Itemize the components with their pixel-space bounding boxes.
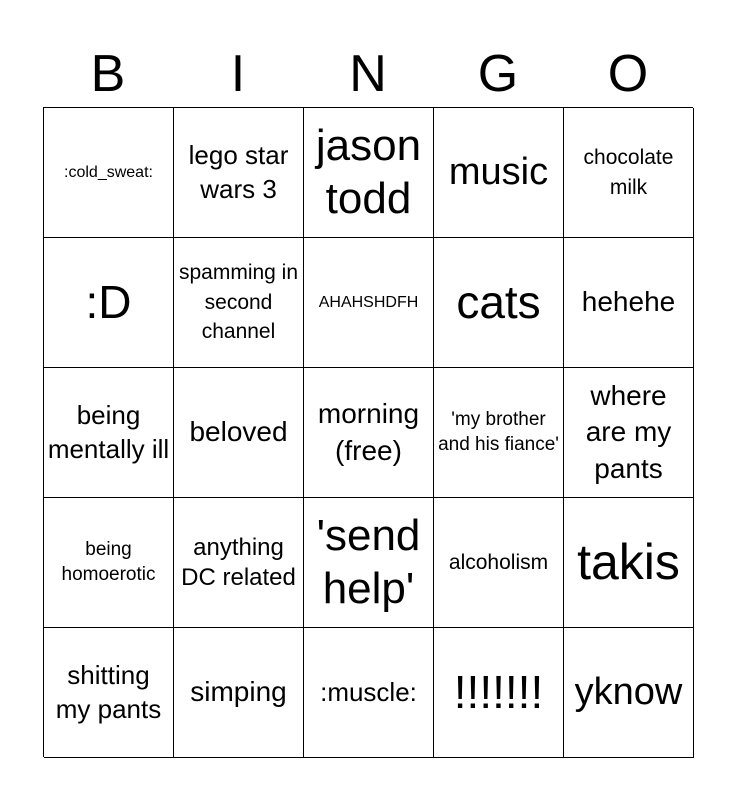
cell-text: morning (free) — [317, 398, 420, 466]
cell-text: :D — [85, 276, 132, 329]
bingo-cell[interactable] — [564, 628, 694, 758]
bingo-cell[interactable] — [564, 498, 694, 628]
cell-text: beloved — [189, 416, 288, 448]
header-letter-g: G — [477, 45, 519, 103]
bingo-cell[interactable] — [304, 108, 434, 238]
cell-text: hehehe — [581, 286, 676, 318]
bingo-cell[interactable] — [564, 368, 694, 498]
cell-text: spamming in second channel — [178, 261, 299, 344]
bingo-cell[interactable] — [174, 368, 304, 498]
cell-text: jason todd — [315, 120, 422, 223]
cell-text: being mentally ill — [47, 399, 170, 464]
cell-text: takis — [577, 534, 680, 590]
cell-text: chocolate milk — [583, 146, 674, 199]
bingo-cell[interactable] — [304, 498, 434, 628]
bingo-cell[interactable] — [44, 368, 174, 498]
cell-text: cats — [456, 276, 541, 329]
bingo-cell[interactable] — [174, 498, 304, 628]
bingo-cell[interactable] — [174, 628, 304, 758]
bingo-cell[interactable] — [434, 108, 564, 238]
bingo-cell[interactable] — [44, 238, 174, 368]
cell-text: anything DC related — [181, 533, 296, 591]
bingo-cell[interactable] — [174, 238, 304, 368]
bingo-cell[interactable] — [434, 238, 564, 368]
bingo-cell[interactable] — [174, 108, 304, 238]
bingo-cell[interactable] — [44, 498, 174, 628]
bingo-cell[interactable] — [304, 368, 434, 498]
bingo-cell[interactable] — [304, 628, 434, 758]
bingo-cell[interactable] — [434, 628, 564, 758]
bingo-cell[interactable] — [434, 368, 564, 498]
cell-text: AHAHSHDFH — [318, 293, 419, 311]
cell-text: simping — [190, 676, 287, 708]
cell-text: music — [448, 150, 549, 193]
cell-text: yknow — [574, 670, 683, 713]
header-letter-o: O — [607, 45, 649, 103]
cell-text: lego star wars 3 — [188, 139, 289, 204]
cell-text: alcoholism — [448, 550, 549, 574]
cell-text: :muscle: — [320, 676, 417, 707]
bingo-cell[interactable] — [564, 238, 694, 368]
cell-text: !!!!!!! — [453, 666, 544, 719]
bingo-cell[interactable] — [44, 628, 174, 758]
cell-text: :cold_sweat: — [64, 163, 153, 181]
bingo-cell[interactable] — [304, 238, 434, 368]
bingo-cell[interactable] — [564, 108, 694, 238]
bingo-header — [43, 40, 693, 108]
bingo-cell[interactable] — [434, 498, 564, 628]
bingo-board — [43, 107, 693, 757]
cell-text: where are my pants — [585, 379, 672, 484]
cell-text: 'my brother and his fiance' — [438, 408, 559, 455]
header-letter-i: I — [230, 45, 246, 103]
header-letter-n: N — [349, 45, 387, 103]
bingo-cell[interactable] — [44, 108, 174, 238]
cell-text: shitting my pants — [55, 659, 162, 724]
cell-text: 'send help' — [316, 510, 421, 613]
cell-text: being homoerotic — [61, 538, 156, 585]
header-letter-b: B — [90, 45, 126, 103]
